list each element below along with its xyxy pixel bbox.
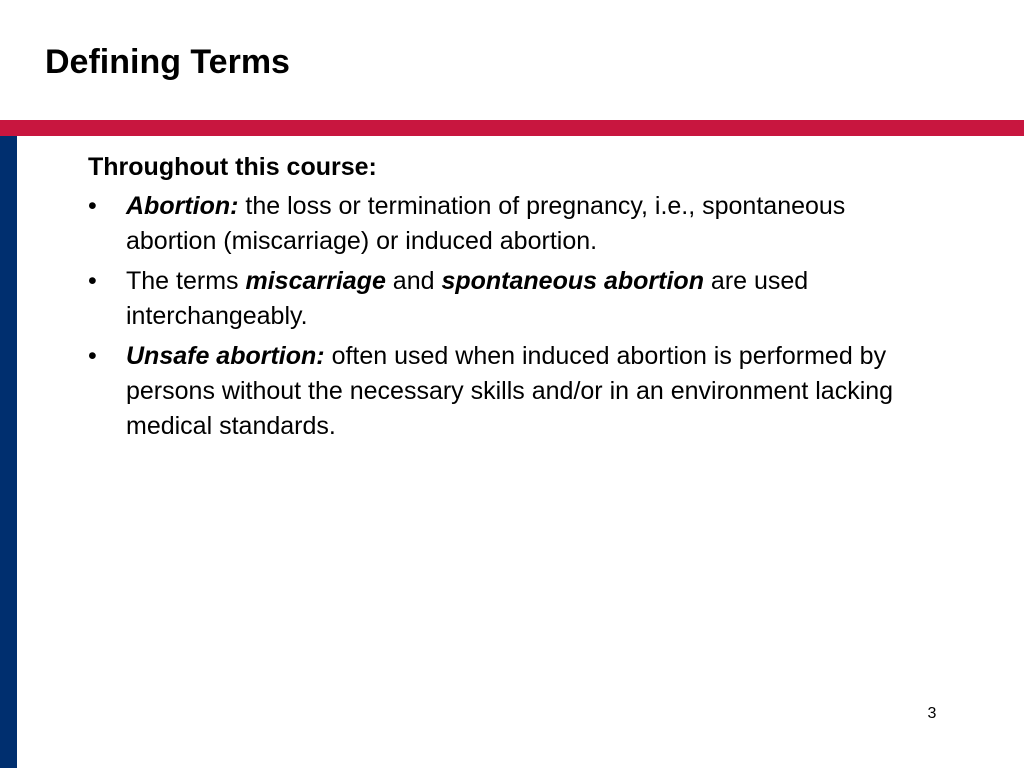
definition-abortion: the loss or termination of pregnancy, i.e., spontaneous abortion (miscarriage) or induced abortion. (126, 192, 846, 255)
page-number: 3 (927, 705, 937, 722)
blue-side-bar (0, 136, 17, 768)
bullet-text-part: The terms (126, 267, 246, 295)
content-heading: Throughout this course: (88, 153, 377, 181)
bullet-interchangeable-terms (88, 264, 928, 334)
bullet-marker: • (88, 342, 97, 370)
bullet-abortion (88, 189, 928, 259)
bullet-text-part: are used interchangeably. (126, 267, 809, 330)
bullet-marker: • (88, 192, 97, 220)
term-miscarriage: miscarriage (245, 267, 386, 295)
bullet-unsafe-abortion (88, 339, 928, 444)
term-spontaneous-abortion: spontaneous abortion (441, 267, 704, 295)
slide-content (88, 150, 928, 449)
bullet-marker: • (88, 267, 97, 295)
bullet-list (88, 189, 928, 444)
term-abortion: Abortion: (126, 192, 239, 220)
slide-title: Defining Terms (45, 43, 290, 81)
red-divider-bar (0, 120, 1024, 136)
bullet-text-part: and (385, 267, 442, 295)
definition-unsafe-abortion: often used when induced abortion is performed by persons without the necessary skills and/or in an environment lacking medical standards. (126, 342, 894, 440)
term-unsafe-abortion: Unsafe abortion: (126, 342, 325, 370)
